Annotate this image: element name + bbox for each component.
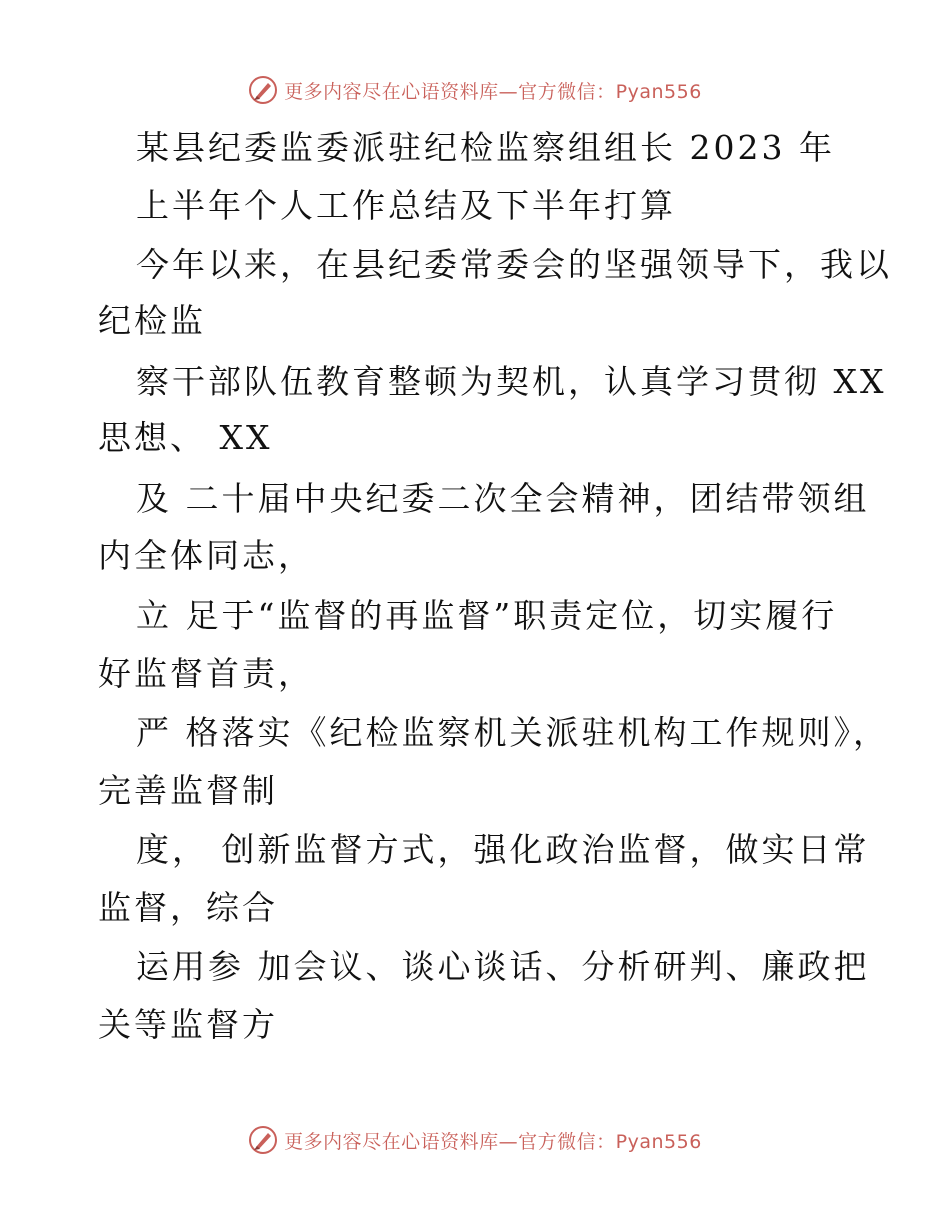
paragraph-line: 思想、 XX bbox=[98, 418, 273, 457]
paragraph-line: 纪检监 bbox=[98, 301, 206, 340]
header-watermark bbox=[0, 72, 950, 108]
paragraph-line: 今年以来，在县纪委常委会的坚强领导下，我以 bbox=[136, 245, 892, 284]
watermark-text: 更多内容尽在心语资料库—官方微信：Pyan556 bbox=[284, 80, 702, 103]
paragraph-line: 内全体同志， bbox=[98, 536, 314, 575]
paragraph-line: 关等监督方 bbox=[98, 1005, 278, 1044]
pen-logo-icon bbox=[248, 75, 278, 105]
paragraph-line: 度， 创新监督方式，强化政治监督，做实日常 bbox=[136, 830, 870, 869]
pen-logo-icon bbox=[248, 1125, 278, 1155]
document-title-line-1: 某县纪委监委派驻纪检监察组组长 2023 年 bbox=[136, 128, 835, 167]
paragraph-line: 好监督首责， bbox=[98, 654, 314, 693]
paragraph-line: 完善监督制 bbox=[98, 771, 278, 810]
paragraph-line: 严 格落实《纪检监察机关派驻机构工作规则》， bbox=[136, 713, 889, 752]
paragraph-line: 立 足于“监督的再监督”职责定位，切实履行 bbox=[136, 596, 838, 635]
footer-watermark bbox=[0, 1122, 950, 1158]
paragraph-line: 运用参 加会议、谈心谈话、分析研判、廉政把 bbox=[136, 947, 870, 986]
document-title-line-2: 上半年个人工作总结及下半年打算 bbox=[136, 186, 676, 225]
watermark-text: 更多内容尽在心语资料库—官方微信：Pyan556 bbox=[284, 1130, 702, 1153]
paragraph-line: 及 二十届中央纪委二次全会精神，团结带领组 bbox=[136, 479, 870, 518]
paragraph-line: 监督，综合 bbox=[98, 888, 278, 927]
paragraph-line: 察干部队伍教育整顿为契机，认真学习贯彻 XX bbox=[136, 362, 887, 401]
